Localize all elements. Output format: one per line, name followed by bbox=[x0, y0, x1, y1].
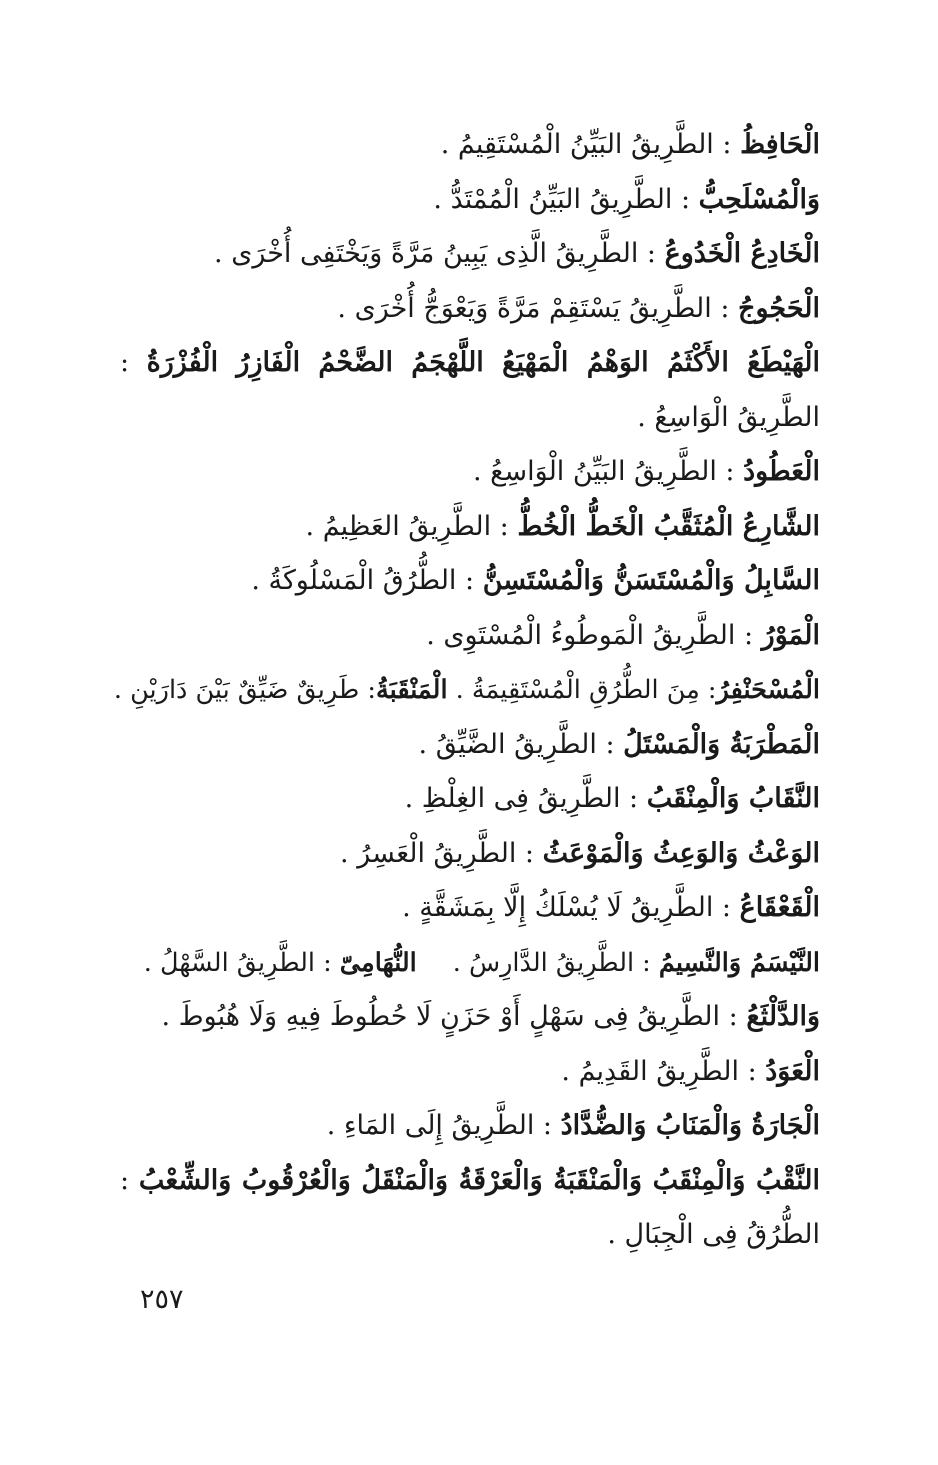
glossary-text bbox=[113, 118, 820, 1263]
entry-term: النَّقَابُ وَالْمِنْقَبُ bbox=[646, 783, 820, 814]
entry-18 bbox=[120, 1099, 820, 1154]
entry-term: الْمُسْحَنْفِرُ bbox=[716, 675, 820, 705]
entry-term-secondary: الْمَنْقَبَةُ bbox=[375, 675, 448, 705]
entry-term: النَّقْبُ وَالْمِنْقَبُ وَالْمَنْقَبَةُ وَالْعَرْقَةُ وَالْمَنْقَلُ وَالْعُرْقُوبُ وَالشِّعْبُ bbox=[138, 1164, 820, 1196]
entry-definition: : الطَّرِيقُ فِى الغِلْظِ . bbox=[404, 783, 647, 814]
entry-definition: : الطُّرُقُ الْمَسْلُوكَةُ . bbox=[251, 565, 483, 596]
entry-term: وَالْمُسْلَحِبُّ bbox=[698, 183, 820, 215]
entry-7 bbox=[120, 500, 820, 555]
entry-definition: : الطَّرِيقُ القَدِيمُ . bbox=[561, 1055, 766, 1087]
entry-term: الْحَجُوجُ bbox=[738, 292, 820, 324]
entry-term: الْحَافِظُ bbox=[740, 129, 820, 160]
entry-definition: : الطَّرِيقُ لَا يُسْلَكُ إِلَّا بِمَشَقَّةٍ . bbox=[402, 892, 740, 923]
entry-term: الْقَعْقَاعُ bbox=[739, 892, 820, 923]
entry-term-secondary: النُّهَامِىّ bbox=[339, 947, 417, 978]
entry-16 bbox=[120, 990, 820, 1045]
entry-definition: : الطَّرِيقُ البَيِّنُ الْمُسْتَقِيمُ . bbox=[440, 129, 741, 160]
entry-term: الوَعْثُ وَالوَعِثُ وَالْمَوْعَثُ bbox=[542, 837, 820, 869]
entry-19 bbox=[120, 1154, 820, 1263]
entry-definition: : الطَّرِيقُ الْعَسِرُ . bbox=[340, 837, 543, 869]
entry-6 bbox=[120, 445, 820, 500]
entry-1 bbox=[120, 118, 820, 173]
entry-definition: : الطَّرِيقُ البَيِّنُ الْمُمْتَدُّ . bbox=[433, 183, 699, 215]
entry-term: الْخَادِعُ الْخَدُوعُ bbox=[664, 238, 820, 269]
entry-definition: : مِنَ الطُّرُقِ الْمُسْتَقِيمَةُ . bbox=[447, 675, 717, 705]
entry-definition: : الطَّرِيقُ الدَّارِسُ . bbox=[452, 947, 659, 978]
entry-term: الْمَطْرَبَةُ وَالْمَسْتَلُ bbox=[623, 728, 820, 760]
entry-definition: : الطَّرِيقُ الْوَاسِعُ . bbox=[120, 347, 820, 433]
entry-definition: : الطَّرِيقُ العَظِيمُ . bbox=[305, 510, 518, 542]
entry-10 bbox=[113, 663, 820, 718]
entry-2 bbox=[120, 173, 820, 228]
entry-8 bbox=[120, 554, 820, 609]
entry-definition: : الطُّرُقُ فِى الْجِبَالِ . bbox=[120, 1164, 820, 1250]
entry-term: الشَّارِعُ الْمُثَقَّبُ الْخَطُّ الْخُطُّ bbox=[517, 510, 820, 542]
entry-definition: : الطَّرِيقُ إِلَى المَاءِ . bbox=[326, 1110, 561, 1141]
entry-term: الْمَوْرُ bbox=[761, 619, 820, 651]
entry-definition-secondary: : طَرِيقٌ ضَيِّقٌ بَيْنَ دَارَيْنِ . bbox=[113, 675, 376, 705]
entry-4 bbox=[120, 282, 820, 337]
page-number: ٢٥٧ bbox=[140, 1284, 184, 1315]
entry-5 bbox=[120, 336, 820, 445]
entry-9 bbox=[120, 609, 820, 664]
entry-term: السَّابِلُ وَالْمُسْتَسَنُّ وَالْمُسْتَسِنُّ bbox=[482, 565, 820, 596]
entry-definition: : الطَّرِيقُ الَّذِى يَبِينُ مَرَّةً وَيَخْتَفِى أُخْرَى . bbox=[214, 238, 665, 269]
entry-definition: : الطَّرِيقُ فِى سَهْلٍ أَوْ حَزَنٍ لَا حُطُوطَ فِيهِ وَلَا هُبُوطَ . bbox=[161, 1001, 747, 1032]
entry-14 bbox=[120, 881, 820, 936]
entry-12 bbox=[120, 772, 820, 827]
entry-11 bbox=[120, 718, 820, 773]
entry-term: الْجَارَةُ وَالْمَنَابُ وَالضُّدَّادُ bbox=[560, 1110, 820, 1141]
entry-term: الْعَطُودُ bbox=[743, 456, 820, 487]
entry-term: الْعَوَدُ bbox=[765, 1055, 820, 1087]
entry-3 bbox=[120, 227, 820, 282]
entry-term: النَّيْسَمُ وَالنَّسِيمُ bbox=[658, 947, 820, 978]
entry-13 bbox=[120, 827, 820, 882]
entry-definition: : الطَّرِيقُ البَيِّنُ الْوَاسِعُ . bbox=[472, 456, 744, 487]
entry-term: الْهَيْطَعُ الأَكْثَمُ الوَهْمُ الْمَهْيَعُ اللَّهْجَمُ الضَّحْمُ الْفَازِرُ الْفُزْرَةُ bbox=[146, 347, 820, 378]
entry-definition: : الطَّرِيقُ الْمَوطُوءُ الْمُسْتَوِى . bbox=[426, 619, 762, 651]
entry-definition: : الطَّرِيقُ يَسْتَقِمْ مَرَّةً وَيَعْوَجُّ أُخْرَى . bbox=[337, 292, 739, 324]
entry-definition-secondary: : الطَّرِيقُ السَّهْلُ . bbox=[143, 947, 340, 978]
entry-term: وَالدَّلْثَعُ bbox=[746, 1001, 820, 1032]
entry-17 bbox=[120, 1045, 820, 1100]
entry-definition: : الطَّرِيقُ الضَّيِّقُ . bbox=[418, 728, 624, 760]
entry-15 bbox=[120, 936, 820, 991]
